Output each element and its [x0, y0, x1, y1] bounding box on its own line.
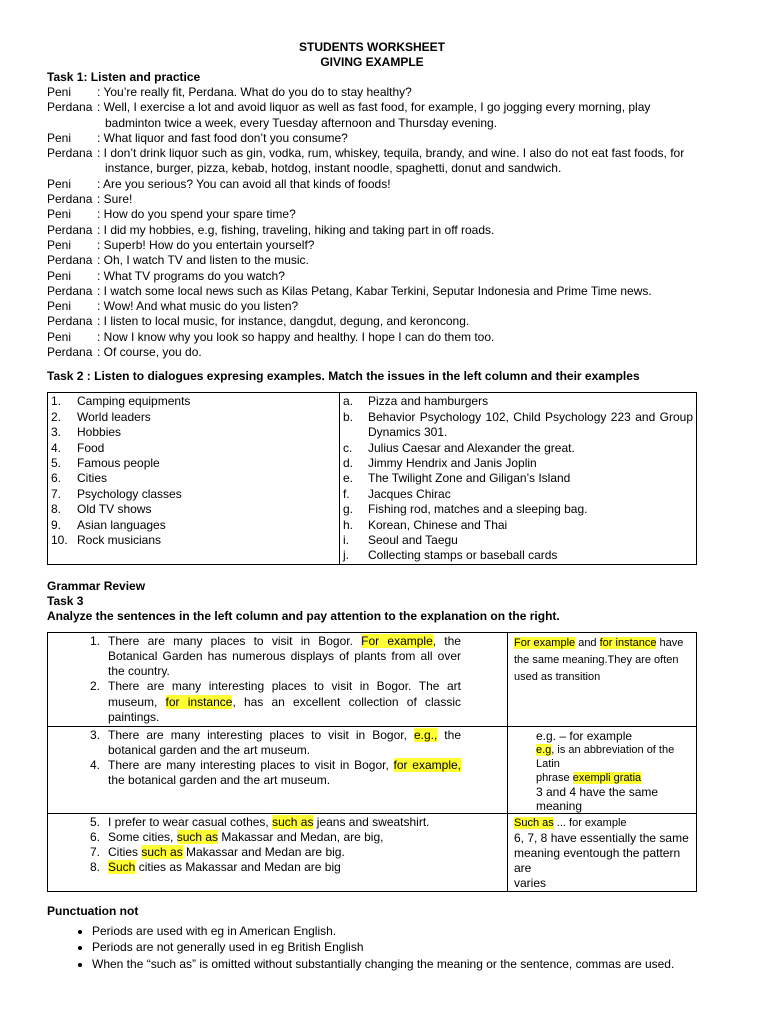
- list-item: [51, 425, 336, 440]
- task1-heading: Task 1: Listen and practice: [47, 70, 201, 84]
- highlight: for instance: [165, 694, 233, 709]
- dialogue-text: : I did my hobbies, e.g, fishing, traveling, hiking and taking part in off roads.: [97, 222, 495, 237]
- grammar-sentences-3: [48, 813, 508, 891]
- dialogue-line: [47, 253, 697, 268]
- list-item: [51, 502, 336, 517]
- sentence-7: 7. Cities such as Makassar and Medan are big.: [89, 845, 345, 860]
- worksheet-subtitle: GIVING EXAMPLE: [320, 55, 424, 69]
- dialogue-line: [47, 116, 697, 131]
- item-number: 7.: [51, 486, 62, 501]
- dialogue-text: instance, burger, pizza, kebab, hotdog, instant noodle, spaghetti, donut and sandwich.: [105, 161, 562, 176]
- item-text: Asian languages: [77, 517, 166, 532]
- item-number: j.: [343, 548, 349, 563]
- list-item: [51, 456, 336, 471]
- highlight: For example: [361, 633, 433, 648]
- list-item: • When the “such as” is omitted without substantially changing the meaning or the sentence, commas are used.: [92, 956, 697, 973]
- item-number: h.: [343, 517, 354, 532]
- dialogue-line: [47, 146, 697, 161]
- dialogue-line: [47, 207, 697, 222]
- speaker-name: Perdana: [47, 222, 93, 237]
- item-number: c.: [343, 440, 353, 455]
- item-number: e.: [343, 471, 354, 486]
- item-text: Psychology classes: [77, 486, 182, 501]
- task3-instruction: Analyze the sentences in the left column and pay attention to the explanation on the right.: [47, 608, 560, 623]
- item-number: d.: [343, 455, 354, 470]
- list-item: [343, 456, 693, 471]
- item-number: 3.: [51, 425, 62, 440]
- punctuation-heading: Punctuation not: [47, 903, 139, 918]
- item-number: 9.: [51, 517, 62, 532]
- dialogue-text: : Superb! How do you entertain yourself?: [97, 237, 315, 252]
- dialogue-line: [47, 345, 697, 360]
- speaker-name: Perdana: [47, 100, 93, 115]
- speaker-name: Perdana: [47, 314, 93, 329]
- dialogue-text: : Oh, I watch TV and listen to the music.: [97, 253, 309, 268]
- highlight: e.g.,: [413, 727, 438, 742]
- task2-heading: Task 2 : Listen to dialogues expresing examples. Match the issues in the left column and their examples: [47, 369, 640, 384]
- list-item: [51, 394, 336, 409]
- sentence-4: 4. There are many interesting places to visit in Bogor, for example, the botanical garden and the art museum.: [89, 758, 461, 788]
- grammar-sentences-2: [48, 726, 508, 813]
- speaker-name: Peni: [47, 130, 72, 145]
- task3-heading: Task 3: [47, 593, 84, 608]
- speaker-name: Perdana: [47, 345, 93, 360]
- sentence-8: 8. Such cities as Makassar and Medan are big: [89, 860, 341, 875]
- item-text: Seoul and Taegu: [368, 533, 458, 547]
- sentence-1: 1. There are many places to visit in Bogor. For example, the Botanical Garden has numerous displays of plants from all over the country.: [89, 633, 461, 679]
- dialogue-text: : Wow! And what music do you listen?: [97, 299, 299, 314]
- dialogue-text: : Of course, you do.: [97, 345, 202, 360]
- item-number: 8.: [51, 502, 62, 517]
- item-number: g.: [343, 502, 354, 517]
- speaker-name: Perdana: [47, 253, 93, 268]
- dialogue-text: : Are you serious? You can avoid all that kinds of foods!: [97, 176, 391, 191]
- dialogue-text: : I watch some local news such as Kilas Petang, Kabar Terkini, Seputar Indonesia and Prime Time news.: [97, 283, 652, 298]
- item-text: Old TV shows: [77, 502, 152, 517]
- sentence-2: 2. There are many interesting places to visit in Bogor. The art museum, for instance, has an excellent collection of classic paintings.: [89, 679, 461, 724]
- sentence-6: 6. Some cities, such as Makassar and Medan, are big,: [89, 830, 384, 845]
- list-item: [51, 487, 336, 502]
- sentence-3: 3. There are many interesting places to visit in Bogor, e.g., the botanical garden and the art museum.: [89, 727, 461, 758]
- highlight: exempli gratia: [572, 771, 642, 784]
- grammar-table: [47, 632, 697, 892]
- issues-column: [48, 393, 340, 564]
- matching-table: [47, 392, 697, 564]
- highlight: for example,: [393, 758, 461, 773]
- item-text: The Twilight Zone and Giligan’s Island: [368, 471, 571, 486]
- dialogue-line: [47, 330, 697, 345]
- item-text: Fishing rod, matches and a sleeping bag.: [368, 502, 588, 517]
- item-number: 10.: [51, 533, 68, 547]
- list-item: [343, 487, 693, 502]
- highlight: Such as: [514, 816, 554, 829]
- item-number: 6.: [51, 471, 62, 486]
- worksheet-title: STUDENTS WORKSHEET: [298, 40, 445, 54]
- dialogue-line: [47, 161, 697, 176]
- list-item: [51, 471, 336, 486]
- highlight: For example: [514, 636, 576, 649]
- dialogue-line: [47, 299, 697, 314]
- item-text: Famous people: [77, 455, 160, 470]
- dialogue-text: : What TV programs do you watch?: [97, 268, 285, 283]
- highlight: such as: [141, 845, 183, 860]
- speaker-name: Peni: [47, 329, 72, 344]
- list-item: • Periods are not generally used in eg British English: [92, 939, 697, 956]
- list-item: • Periods are used with eg in American English.: [92, 923, 697, 940]
- list-item: [343, 502, 693, 517]
- speaker-name: Perdana: [47, 283, 93, 298]
- grammar-row-3: [48, 813, 697, 891]
- dialogue-line: [47, 223, 697, 238]
- speaker-name: Peni: [47, 268, 72, 283]
- dialogue-text: : How do you spend your spare time?: [97, 207, 296, 222]
- item-text: Camping equipments: [77, 394, 191, 409]
- dialogue-text: : I don’t drink liquor such as gin, vodka, rum, whiskey, tequila, brandy, and wine. I also do not eat fast foods, for: [97, 146, 685, 161]
- speaker-name: Peni: [47, 299, 72, 314]
- dialogue-text: : Well, I exercise a lot and avoid liquor as well as fast food, for example, I go jogging every morning, play: [97, 100, 651, 115]
- list-item: [51, 533, 336, 548]
- item-number: 1.: [51, 394, 62, 409]
- dialogue: [47, 85, 697, 360]
- list-item: [51, 410, 336, 425]
- dialogue-line: [47, 238, 697, 253]
- highlight: such as: [176, 830, 219, 845]
- grammar-sentences-1: [48, 632, 508, 726]
- list-item: [343, 533, 693, 548]
- dialogue-text: : You’re really fit, Perdana. What do you do to stay healthy?: [97, 85, 412, 99]
- highlight: such as: [272, 814, 314, 829]
- dialogue-text: : Now I know why you look so happy and healthy. I hope I can do them too.: [97, 329, 495, 344]
- list-item: [51, 518, 336, 533]
- dialogue-text: : I listen to local music, for instance, dangdut, degung, and keroncong.: [97, 314, 470, 329]
- speaker-name: Perdana: [47, 192, 93, 207]
- dialogue-line: [47, 269, 697, 284]
- worksheet-page: [47, 40, 697, 973]
- dialogue-line: [47, 85, 697, 100]
- grammar-heading: Grammar Review: [47, 578, 146, 593]
- item-text: Jacques Chirac: [368, 486, 451, 501]
- dialogue-text: : What liquor and fast food don’t you consume?: [97, 130, 348, 145]
- list-item: [343, 548, 693, 563]
- speaker-name: Peni: [47, 85, 72, 99]
- item-number: 5.: [51, 455, 62, 470]
- list-item: [343, 441, 693, 456]
- item-text: Food: [77, 440, 105, 455]
- speaker-name: Peni: [47, 237, 72, 252]
- grammar-explanation-1: For example and for instance have the same meaning.They are often used as transition: [508, 632, 697, 726]
- grammar-explanation-3: Such as ... for example 6, 7, 8 have essentially the same meaning eventough the pattern are varies: [508, 813, 697, 891]
- dialogue-line: [47, 100, 697, 115]
- dialogue-line: [47, 284, 697, 299]
- item-text: Korean, Chinese and Thai: [368, 517, 508, 532]
- item-text: Julius Caesar and Alexander the great.: [368, 440, 575, 455]
- speaker-name: Peni: [47, 176, 72, 191]
- item-number: a.: [343, 394, 354, 409]
- speaker-name: Perdana: [47, 146, 93, 161]
- speaker-name: Peni: [47, 207, 72, 222]
- dialogue-text: badminton twice a week, every Tuesday afternoon and Thursday evening.: [105, 115, 498, 130]
- highlight: e.g: [536, 743, 552, 756]
- dialogue-line: [47, 192, 697, 207]
- item-number: f.: [343, 486, 350, 501]
- item-text: Pizza and hamburgers: [368, 394, 489, 409]
- dialogue-text: : Sure!: [97, 192, 133, 207]
- grammar-row-1: [48, 632, 697, 726]
- dialogue-line: [47, 314, 697, 329]
- list-item: [51, 441, 336, 456]
- item-text: World leaders: [77, 409, 151, 424]
- dialogue-line: [47, 177, 697, 192]
- sentence-5: 5. I prefer to wear casual cothes, such as jeans and sweatshirt.: [89, 814, 430, 829]
- examples-column: [340, 393, 697, 564]
- punctuation-list: [47, 923, 697, 973]
- item-text: Collecting stamps or baseball cards: [368, 548, 558, 563]
- list-item: [343, 410, 693, 441]
- item-text: Behavior Psychology 102, Child Psychology 223 and Group Dynamics 301.: [368, 409, 693, 440]
- item-text: Cities: [77, 471, 108, 486]
- list-item: [343, 394, 693, 409]
- item-number: 2.: [51, 409, 62, 424]
- list-item: [343, 518, 693, 533]
- item-number: b.: [343, 409, 354, 424]
- item-text: Rock musicians: [77, 533, 162, 547]
- highlight: Such: [108, 860, 136, 875]
- item-number: 4.: [51, 440, 62, 455]
- list-item: [343, 471, 693, 486]
- dialogue-line: [47, 131, 697, 146]
- highlight: for instance: [599, 636, 657, 649]
- item-text: Jimmy Hendrix and Janis Joplin: [368, 455, 537, 470]
- grammar-explanation-2: e.g. – for example e.g, is an abbreviation of the Latin phrase exempli gratia 3 and 4 have the same meaning: [508, 726, 697, 813]
- item-number: i.: [343, 533, 349, 547]
- item-text: Hobbies: [77, 425, 122, 440]
- grammar-row-2: [48, 726, 697, 813]
